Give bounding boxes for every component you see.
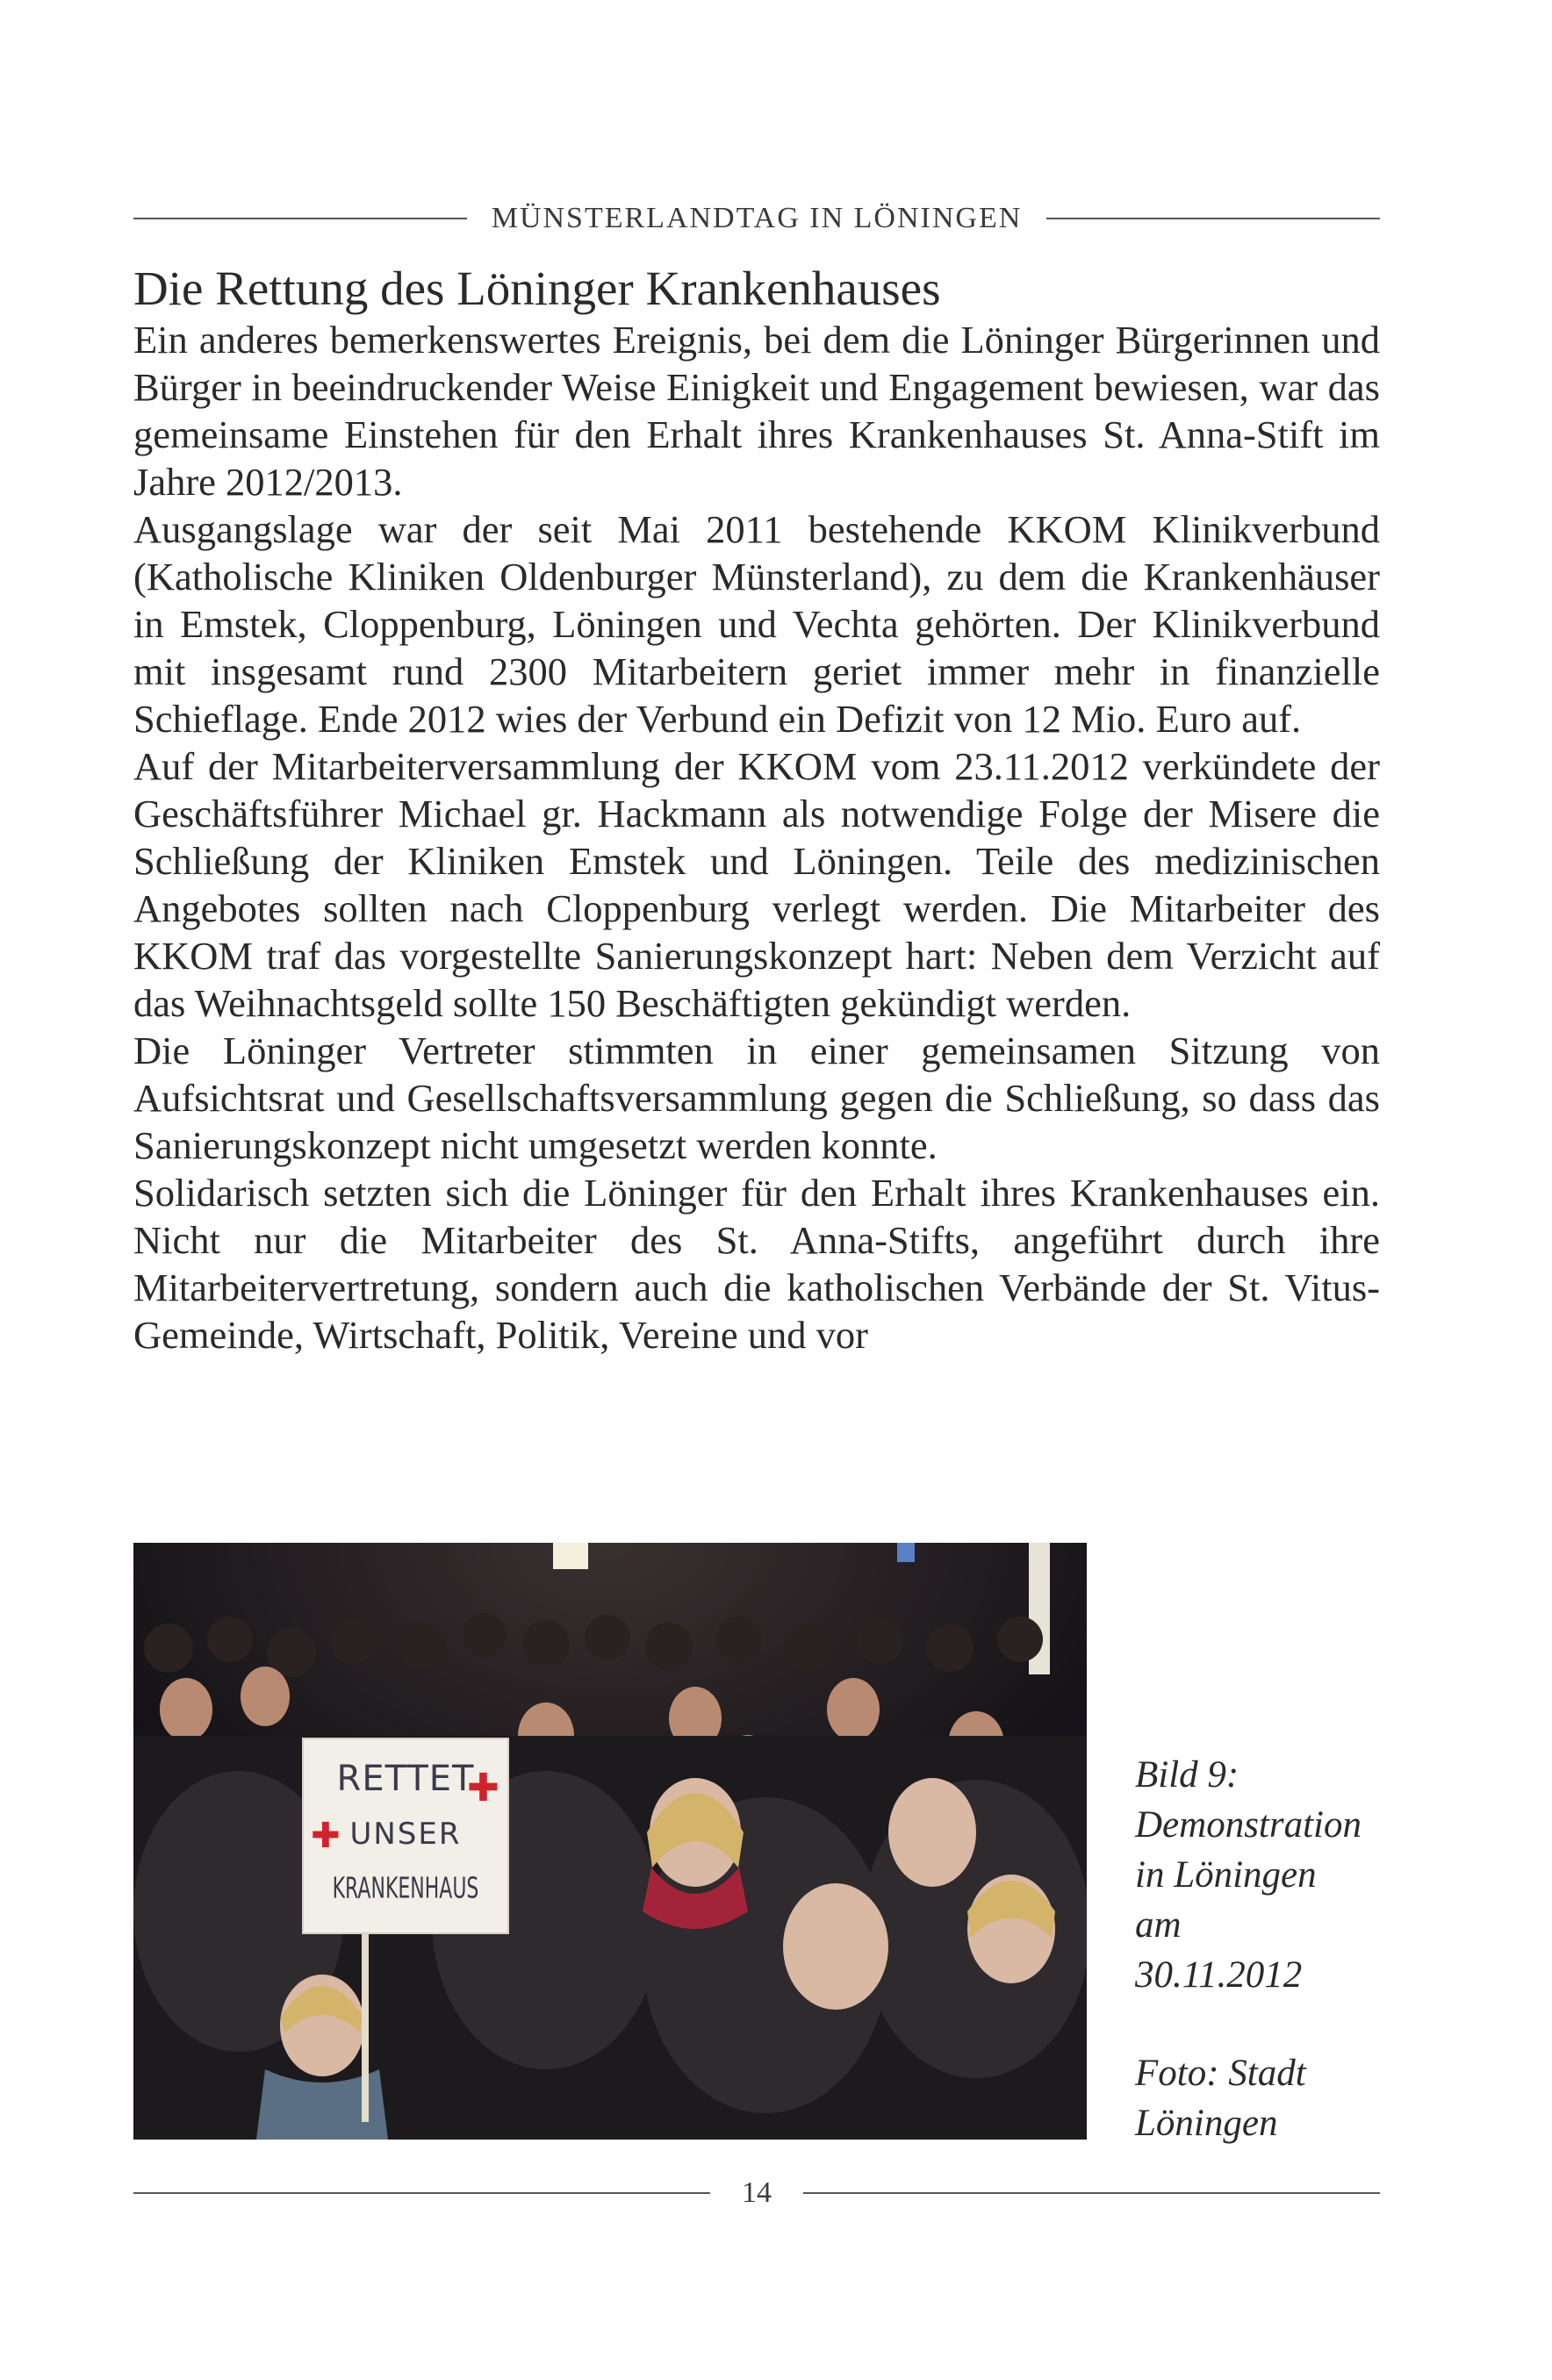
demonstration-photo (133, 1543, 1087, 2140)
caption-line-3: in Löningen (1135, 1854, 1317, 1896)
header-rule-right (1046, 218, 1380, 219)
photo-credit-line-1: Foto: Stadt (1135, 2053, 1306, 2094)
running-header (133, 197, 1380, 240)
page-footer (133, 2171, 1380, 2215)
running-header-title: MÜNSTERLANDTAG IN LÖNINGEN (491, 202, 1023, 234)
protest-sign (302, 1738, 509, 1934)
caption-line-2: Demonstration (1135, 1804, 1362, 1846)
header-rule-left (133, 218, 467, 219)
red-cross-icon: ✚ (311, 1816, 341, 1856)
caption-line-4: am (1135, 1904, 1182, 1946)
crowd-illustration (133, 1543, 1087, 2140)
sign-line-rettet: RETTET (336, 1759, 475, 1799)
page-number: 14 (742, 2176, 772, 2209)
section-heading: Die Rettung des Löninger Krankenhauses (133, 262, 941, 315)
paragraph-5: Solidarisch setzten sich die Löninger für den Erhalt ihres Krankenhauses ein. Nicht nur die Mitarbeiter des St. Anna-Stifts, angeführt durch ihre Mitarbeitervertretung, sondern auch die katholischen Verbände der St. Vitus-Gemeinde, Wirtschaft, Politik, Vereine und vor (133, 1171, 1380, 1357)
caption-spacer (1135, 2000, 1398, 2048)
footer-rule-right (803, 2192, 1380, 2194)
paragraph-4: Die Löninger Vertreter stimmten in einer gemeinsamen Sitzung von Aufsichtsrat und Gesellschaftsversammlung gegen die Schließung, so dass das Sanierungskonzept nicht umgesetzt werden konnte. (133, 1029, 1380, 1167)
paragraph-2: Ausgangslage war der seit Mai 2011 bestehende KKOM Klinikverbund (Katholische Kliniken Oldenburger Münsterland), zu dem die Krankenhäuser in Emstek, Cloppenburg, Löningen und Vechta gehörten. Der Klinikverbund mit insgesamt rund 2300 Mitarbeitern geriet immer mehr in finanzielle Schieflage. Ende 2012 wies der Verbund ein Defizit von 12 Mio. Euro auf. (133, 507, 1380, 741)
footer-rule-left (133, 2192, 710, 2194)
paragraph-3: Auf der Mitarbeiterversammlung der KKOM vom 23.11.2012 verkündete der Geschäftsführer Michael gr. Hackmann als notwendige Folge der Misere die Schließung der Kliniken Emstek und Löningen. Teile des medizinischen Angebotes sollten nach Cloppenburg verlegt werden. Die Mitarbeiter des KKOM traf das vorgestellte Sanierungskonzept hart: Neben dem Verzicht auf das Weihnachtsgeld sollte 150 Beschäftigten gekündigt werden. (133, 744, 1380, 1025)
photo-credit-line-2: Löningen (1135, 2103, 1278, 2144)
sign-line-unser: UNSER (349, 1817, 462, 1852)
caption-line-5: 30.11.2012 (1135, 1954, 1303, 1996)
photo-caption (1135, 1750, 1398, 2148)
caption-line-1: Bild 9: (1135, 1754, 1239, 1796)
paragraph-1: Ein anderes bemerkenswertes Ereignis, bei dem die Löninger Bürgerinnen und Bürger in beeindruckender Weise Einigkeit und Engagement bewiesen, war das gemeinsame Einstehen für den Erhalt ihres Krankenhauses St. Anna-Stift im Jahre 2012/2013. (133, 318, 1380, 504)
body-text (133, 316, 1380, 1358)
red-cross-icon: ✚ (467, 1766, 499, 1810)
sign-line-krankenhaus: KRANKENHAUS (332, 1872, 479, 1906)
